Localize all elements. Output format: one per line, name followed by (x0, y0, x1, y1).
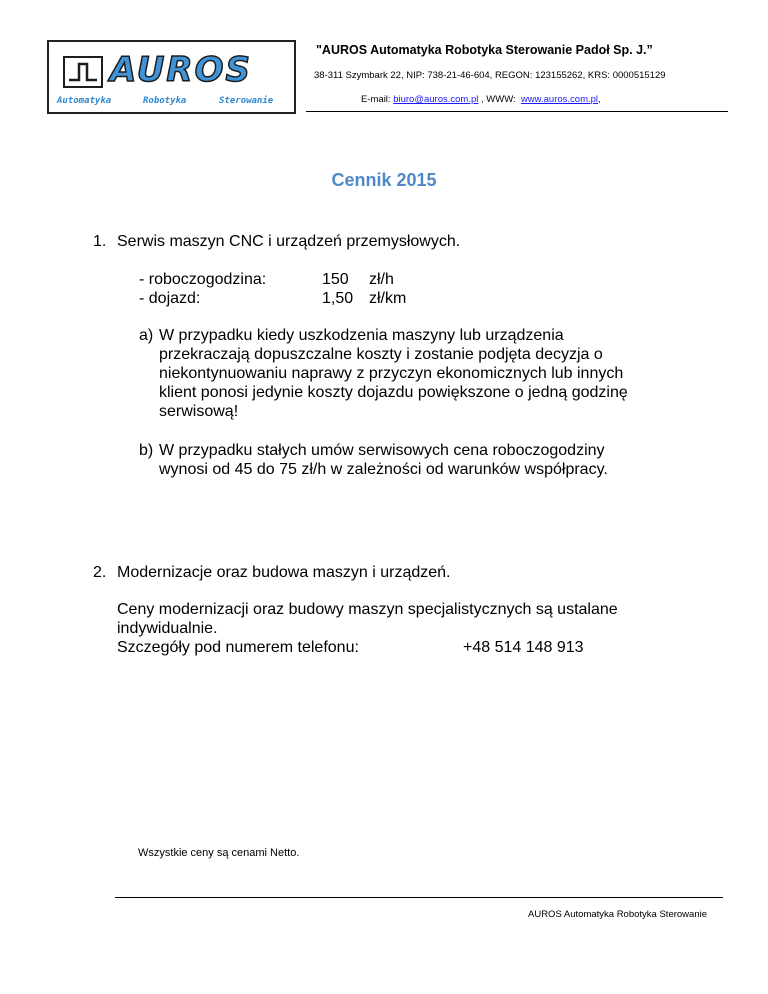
header-divider (306, 111, 728, 112)
rate-unit-hour: zł/h (369, 271, 394, 288)
rate-unit-travel: zł/km (369, 290, 407, 307)
logo-tagline-automatyka: Automatyka (57, 96, 112, 106)
note-a-line: niekontynuowaniu naprawy z przyczyn ekonomicznych lub innych (159, 365, 624, 382)
www-suffix: , (598, 94, 601, 105)
section-1-number: 1. (93, 233, 107, 250)
note-a-line: klient ponosi jedynie koszty dojazdu powiększone o jedną godzinę (159, 384, 628, 401)
note-a-line: serwisową! (159, 403, 239, 420)
www-prefix: , WWW: (478, 94, 519, 105)
section-2-heading (93, 563, 451, 582)
section-1-title: Serwis maszyn CNC i urządzeń przemysłowych. (117, 233, 461, 250)
section-2-title: Modernizacje oraz budowa maszyn i urządzeń. (117, 564, 451, 581)
email-link[interactable]: biuro@auros.com.pl (393, 94, 479, 105)
rate-value-travel: 1,50 (322, 290, 354, 307)
footer-brand: AUROS Automatyka Robotyka Sterowanie (528, 909, 708, 920)
phone-number: +48 514 148 913 (463, 639, 584, 656)
note-a-line: przekraczają dopuszczalne koszty i zostanie podjęta decyzja o (159, 346, 603, 363)
logo-wordmark: AUROS (110, 50, 252, 90)
note-a (139, 326, 699, 421)
note-b-line: W przypadku stałych umów serwisowych cena roboczogodziny (159, 442, 605, 459)
note-a-line: W przypadku kiedy uszkodzenia maszyny lub urządzenia (159, 327, 564, 344)
phone-label: Szczegóły pod numerem telefonu: (117, 639, 359, 656)
www-link[interactable]: www.auros.com.pl (520, 94, 599, 105)
logo-mark-icon (63, 56, 103, 88)
section-2-line: Ceny modernizacji oraz budowy maszyn specjalistycznych są ustalane (117, 601, 618, 618)
net-prices-note: Wszystkie ceny są cenami Netto. (138, 847, 300, 859)
footer-divider (115, 897, 723, 898)
document-title: Cennik 2015 (331, 170, 437, 190)
section-2-line: indywidualnie. (117, 620, 218, 637)
rate-label-travel: - dojazd: (139, 290, 201, 307)
note-b (139, 441, 699, 479)
email-prefix: E-mail: (361, 94, 394, 105)
note-a-label: a) (139, 327, 154, 344)
rate-label-hour: - roboczogodzina: (139, 271, 267, 288)
company-name: "AUROS Automatyka Robotyka Sterowanie Padoł Sp. J.” (316, 43, 653, 57)
section-1-heading (93, 232, 460, 251)
note-b-label: b) (139, 442, 154, 459)
company-logo (47, 40, 296, 114)
note-a-body (159, 326, 628, 421)
rate-value-hour: 150 (322, 271, 349, 288)
logo-tagline-robotyka: Robotyka (143, 96, 187, 106)
section-2-number: 2. (93, 564, 107, 581)
company-contact (361, 94, 601, 105)
note-b-line: wynosi od 45 do 75 zł/h w zależności od warunków współpracy. (159, 461, 608, 478)
note-b-body (159, 441, 608, 479)
logo-tagline-sterowanie: Sterowanie (219, 96, 274, 106)
company-address: 38-311 Szymbark 22, NIP: 738-21-46-604, REGON: 123155262, KRS: 0000515129 (314, 70, 666, 81)
